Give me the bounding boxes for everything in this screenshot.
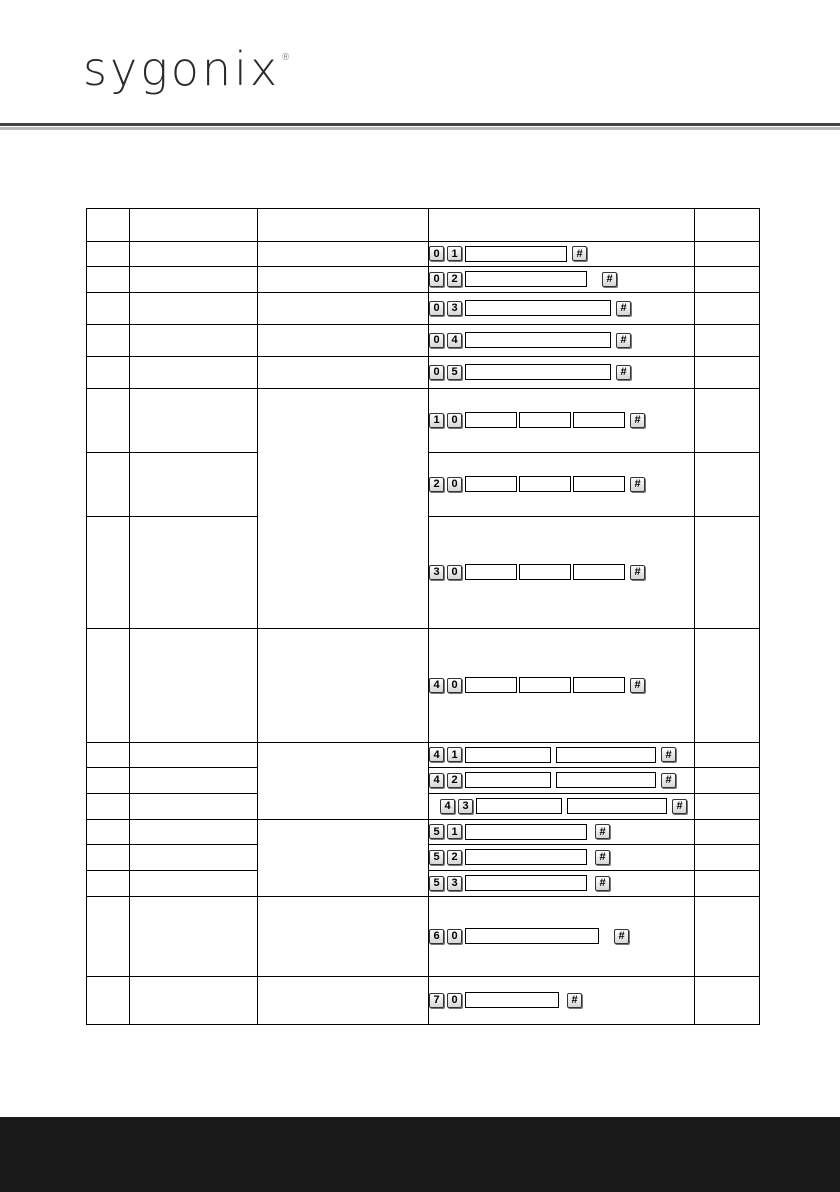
key-sequence-cell <box>429 357 695 389</box>
input-box <box>573 476 625 492</box>
header-cell <box>258 209 429 242</box>
table-cell <box>130 897 258 977</box>
table-header-row <box>87 209 760 242</box>
input-box <box>556 772 656 788</box>
key-sequence-cell <box>429 267 695 293</box>
input-box <box>519 476 571 492</box>
key-sequence-cell <box>429 242 695 267</box>
key-sequence <box>429 364 631 380</box>
key-5: 5 <box>429 824 444 839</box>
input-box <box>573 677 625 693</box>
key-hash: # <box>567 993 582 1008</box>
key-3: 3 <box>447 301 462 316</box>
table-cell <box>130 357 258 389</box>
table-cell <box>695 871 760 897</box>
merged-table-cell <box>258 820 429 897</box>
table-cell <box>258 242 429 267</box>
key-sequence <box>429 875 610 891</box>
programming-table <box>86 208 760 1025</box>
table-row <box>87 242 760 267</box>
input-box <box>519 412 571 428</box>
table-cell <box>87 389 130 453</box>
table-cell <box>258 629 429 743</box>
key-3: 3 <box>458 799 473 814</box>
key-2: 2 <box>447 850 462 865</box>
key-sequence-cell <box>429 768 695 794</box>
key-sequence-cell <box>429 820 695 845</box>
table-cell <box>87 768 130 794</box>
table-cell <box>130 267 258 293</box>
key-sequence <box>429 332 631 348</box>
key-4: 4 <box>440 799 455 814</box>
table-cell <box>130 389 258 453</box>
table-row <box>87 357 760 389</box>
table-cell <box>130 977 258 1025</box>
input-box <box>519 564 571 580</box>
table-cell <box>695 794 760 820</box>
table-cell <box>695 517 760 629</box>
table-cell <box>87 325 130 357</box>
header-cell <box>695 209 760 242</box>
table-cell <box>87 977 130 1025</box>
merged-table-cell <box>258 743 429 820</box>
key-sequence <box>429 772 676 788</box>
key-1: 1 <box>447 246 462 261</box>
key-sequence <box>429 747 676 763</box>
key-2: 2 <box>447 272 462 287</box>
input-box <box>573 564 625 580</box>
key-hash: # <box>595 850 610 865</box>
table-cell <box>258 325 429 357</box>
key-7: 7 <box>429 993 444 1008</box>
input-box <box>465 677 517 693</box>
table-cell <box>87 845 130 871</box>
table-cell <box>695 897 760 977</box>
table-cell <box>130 629 258 743</box>
key-sequence <box>440 798 687 814</box>
input-box <box>465 412 517 428</box>
input-box <box>465 364 611 380</box>
header-cell <box>130 209 258 242</box>
table-cell <box>258 357 429 389</box>
table-cell <box>130 820 258 845</box>
table-cell <box>87 794 130 820</box>
input-box <box>519 677 571 693</box>
input-box <box>556 747 656 763</box>
header-cell <box>429 209 695 242</box>
key-0: 0 <box>447 477 462 492</box>
key-hash: # <box>616 301 631 316</box>
key-sequence-cell <box>429 389 695 453</box>
table-cell <box>130 517 258 629</box>
input-box <box>465 271 587 287</box>
input-box <box>465 300 611 316</box>
header-cell <box>87 209 130 242</box>
key-sequence <box>429 300 631 316</box>
registered-mark: ® <box>281 53 294 63</box>
key-5: 5 <box>429 850 444 865</box>
key-hash: # <box>616 365 631 380</box>
input-box <box>465 246 567 262</box>
key-hash: # <box>630 413 645 428</box>
key-hash: # <box>572 246 587 261</box>
input-box <box>465 747 551 763</box>
key-0: 0 <box>429 301 444 316</box>
key-4: 4 <box>429 678 444 693</box>
key-0: 0 <box>447 413 462 428</box>
table-cell <box>695 389 760 453</box>
key-0: 0 <box>447 993 462 1008</box>
table-row <box>87 267 760 293</box>
key-2: 2 <box>429 477 444 492</box>
table-cell <box>130 845 258 871</box>
key-0: 0 <box>429 333 444 348</box>
key-hash: # <box>630 678 645 693</box>
table-cell <box>130 794 258 820</box>
key-sequence-cell <box>429 453 695 517</box>
input-box <box>476 798 562 814</box>
logo-text: sygonix <box>83 42 281 96</box>
table-cell <box>695 267 760 293</box>
key-sequence <box>429 849 610 865</box>
input-box <box>465 772 551 788</box>
header-divider <box>0 123 840 126</box>
key-5: 5 <box>447 365 462 380</box>
table-row <box>87 743 760 768</box>
key-sequence-cell <box>429 794 695 820</box>
table-cell <box>695 768 760 794</box>
key-sequence <box>429 677 645 693</box>
input-box <box>465 476 517 492</box>
key-sequence <box>429 412 645 428</box>
table-cell <box>87 897 130 977</box>
key-hash: # <box>661 747 676 762</box>
table-cell <box>695 629 760 743</box>
input-box <box>567 798 667 814</box>
key-0: 0 <box>429 272 444 287</box>
key-sequence-cell <box>429 977 695 1025</box>
key-4: 4 <box>429 747 444 762</box>
table-cell <box>87 357 130 389</box>
key-0: 0 <box>447 678 462 693</box>
table-cell <box>87 453 130 517</box>
key-sequence <box>429 564 645 580</box>
key-sequence <box>429 992 582 1008</box>
key-4: 4 <box>447 333 462 348</box>
table-cell <box>87 820 130 845</box>
input-box <box>573 412 625 428</box>
key-3: 3 <box>447 876 462 891</box>
key-hash: # <box>595 824 610 839</box>
key-1: 1 <box>429 413 444 428</box>
key-0: 0 <box>447 565 462 580</box>
key-4: 4 <box>429 773 444 788</box>
key-hash: # <box>661 773 676 788</box>
table-cell <box>87 629 130 743</box>
input-box <box>465 824 587 840</box>
key-sequence-cell <box>429 629 695 743</box>
key-sequence-cell <box>429 845 695 871</box>
table-cell <box>87 242 130 267</box>
table-cell <box>130 242 258 267</box>
key-5: 5 <box>429 876 444 891</box>
table-cell <box>130 768 258 794</box>
table-row <box>87 897 760 977</box>
input-box <box>465 849 587 865</box>
table-cell <box>695 845 760 871</box>
table-cell <box>258 977 429 1025</box>
key-hash: # <box>595 876 610 891</box>
key-sequence <box>429 271 617 287</box>
table-cell <box>695 743 760 768</box>
input-box <box>465 564 517 580</box>
table-cell <box>258 267 429 293</box>
key-3: 3 <box>429 565 444 580</box>
key-6: 6 <box>429 929 444 944</box>
input-box <box>465 992 559 1008</box>
key-hash: # <box>630 477 645 492</box>
key-sequence-cell <box>429 743 695 768</box>
table-row <box>87 293 760 325</box>
table-cell <box>130 293 258 325</box>
table-cell <box>695 242 760 267</box>
table-row <box>87 629 760 743</box>
table-cell <box>695 977 760 1025</box>
table-cell <box>130 453 258 517</box>
table-cell <box>695 357 760 389</box>
input-box <box>465 332 611 348</box>
key-sequence <box>429 928 629 944</box>
key-sequence <box>429 476 645 492</box>
sygonix-logo <box>83 42 294 96</box>
table-cell <box>87 743 130 768</box>
key-1: 1 <box>447 824 462 839</box>
table-cell <box>695 325 760 357</box>
key-sequence-cell <box>429 517 695 629</box>
key-0: 0 <box>447 929 462 944</box>
key-hash: # <box>630 565 645 580</box>
table-cell <box>258 897 429 977</box>
key-sequence <box>429 246 587 262</box>
table-cell <box>130 871 258 897</box>
key-hash: # <box>614 929 629 944</box>
key-sequence-cell <box>429 897 695 977</box>
table-cell <box>695 293 760 325</box>
key-sequence-cell <box>429 871 695 897</box>
footer-bar <box>0 1117 840 1192</box>
key-hash: # <box>602 272 617 287</box>
merged-table-cell <box>258 389 429 629</box>
input-box <box>465 928 599 944</box>
table-cell <box>87 517 130 629</box>
key-2: 2 <box>447 773 462 788</box>
table-cell <box>695 820 760 845</box>
table-cell <box>130 743 258 768</box>
key-sequence-cell <box>429 325 695 357</box>
key-sequence <box>429 824 610 840</box>
key-0: 0 <box>429 365 444 380</box>
table-cell <box>695 453 760 517</box>
key-sequence-cell <box>429 293 695 325</box>
table-cell <box>130 325 258 357</box>
input-box <box>465 875 587 891</box>
table-row <box>87 977 760 1025</box>
table-row <box>87 325 760 357</box>
table-cell <box>87 293 130 325</box>
table-cell <box>87 267 130 293</box>
table-cell <box>87 871 130 897</box>
header-divider-shadow <box>0 127 840 130</box>
table-cell <box>258 293 429 325</box>
key-1: 1 <box>447 747 462 762</box>
key-hash: # <box>616 333 631 348</box>
key-hash: # <box>672 799 687 814</box>
key-0: 0 <box>429 246 444 261</box>
table-row <box>87 389 760 453</box>
table-row <box>87 820 760 845</box>
